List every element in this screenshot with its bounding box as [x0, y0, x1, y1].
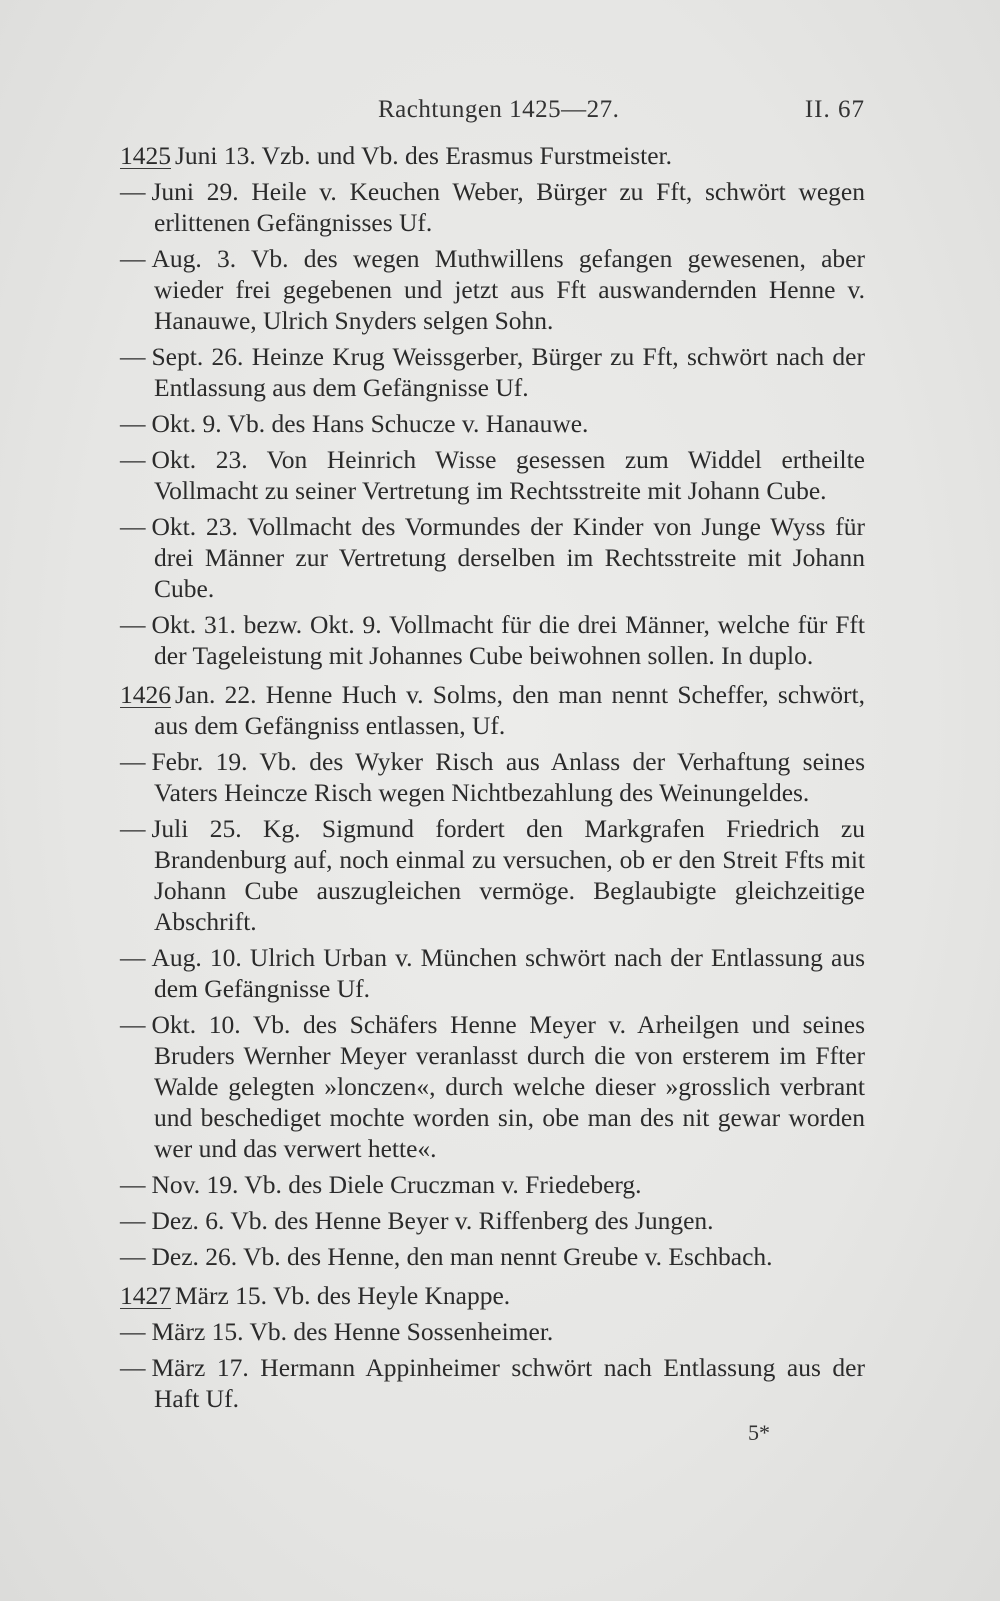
- entry-text: März 15. Vb. des Heyle Knappe.: [175, 1281, 511, 1310]
- entry-text: Okt. 9. Vb. des Hans Schucze v. Hanauwe.: [151, 409, 589, 438]
- entry-text: März 15. Vb. des Henne Sossenheimer.: [151, 1317, 554, 1346]
- entry-dash: —: [120, 1242, 146, 1271]
- entry-dash: —: [120, 244, 146, 273]
- entry-dash: —: [120, 409, 146, 438]
- entry-text: Okt. 10. Vb. des Schäfers Henne Meyer v. Arheilgen und seines Bruders Wernher Meyer veranlasst durch die von ersterem im Ffter Walde gelegten »lonczen«, durch welche dieser »grosslich verbrant und beschediget mochte worden sin, obe man des nit gewar worden wer und das verwert hette«.: [151, 1010, 865, 1163]
- entry-item: [120, 176, 865, 238]
- entry-item: [120, 1352, 865, 1414]
- entry-text: Aug. 3. Vb. des wegen Muthwillens gefangen gewesenen, aber wieder frei gegebenen und jetzt aus Fft auswandernden Henne v. Hanauwe, Ulrich Snyders selgen Sohn.: [151, 244, 865, 335]
- entry-text: Dez. 6. Vb. des Henne Beyer v. Riffenberg des Jungen.: [151, 1206, 714, 1235]
- entry-item: [120, 140, 865, 171]
- entry-item: [120, 1169, 865, 1200]
- entry-text: Juni 29. Heile v. Keuchen Weber, Bürger zu Fft, schwört wegen erlittenen Gefängnisses Uf.: [151, 177, 865, 237]
- entry-item: [120, 511, 865, 604]
- entry-dash: —: [120, 1206, 146, 1235]
- entry-text: Nov. 19. Vb. des Diele Cruczman v. Friedeberg.: [151, 1170, 642, 1199]
- entry-item: [120, 813, 865, 937]
- entry-item: [120, 1316, 865, 1347]
- entry-item: [120, 746, 865, 808]
- entries-list: [120, 140, 865, 1419]
- entry-item: [120, 408, 865, 439]
- entry-dash: —: [120, 512, 146, 541]
- entry-dash: —: [120, 943, 146, 972]
- running-head: [120, 96, 865, 130]
- entry-item: [120, 1241, 865, 1272]
- entry-year: 1427: [120, 1281, 171, 1310]
- entry-dash: —: [120, 610, 146, 639]
- entry-text: März 17. Hermann Appinheimer schwört nach Entlassung aus der Haft Uf.: [151, 1353, 865, 1413]
- entry-dash: —: [120, 1170, 146, 1199]
- entry-dash: —: [120, 1317, 146, 1346]
- entry-text: Sept. 26. Heinze Krug Weissgerber, Bürger zu Fft, schwört nach der Entlassung aus dem Gefängnisse Uf.: [151, 342, 865, 402]
- entry-text: Aug. 10. Ulrich Urban v. München schwört nach der Entlassung aus dem Gefängnisse Uf.: [151, 943, 865, 1003]
- entry-text: Okt. 31. bezw. Okt. 9. Vollmacht für die drei Männer, welche für Fft der Tageleistung mit Johannes Cube beiwohnen sollen. In duplo.: [151, 610, 865, 670]
- entry-text: Okt. 23. Von Heinrich Wisse gesessen zum Widdel ertheilte Vollmacht zu seiner Vertretung im Rechtsstreite mit Johann Cube.: [151, 445, 865, 505]
- entry-dash: —: [120, 814, 146, 843]
- entry-text: Jan. 22. Henne Huch v. Solms, den man nennt Scheffer, schwört, aus dem Gefängniss entlassen, Uf.: [154, 680, 865, 740]
- entry-text: Juli 25. Kg. Sigmund fordert den Markgrafen Friedrich zu Brandenburg auf, noch einmal zu versuchen, ob er den Streit Ffts mit Johann Cube auszugleichen vermöge. Beglaubigte gleichzeitige Abschrift.: [151, 814, 865, 936]
- entry-item: [120, 1280, 865, 1311]
- entry-text: Dez. 26. Vb. des Henne, den man nennt Greube v. Eschbach.: [151, 1242, 773, 1271]
- entry-item: [120, 444, 865, 506]
- entry-item: [120, 942, 865, 1004]
- entry-dash: —: [120, 1353, 146, 1382]
- entry-item: [120, 243, 865, 336]
- entry-text: Juni 13. Vzb. und Vb. des Erasmus Furstmeister.: [175, 141, 673, 170]
- entry-dash: —: [120, 445, 146, 474]
- entry-dash: —: [120, 1010, 146, 1039]
- entry-dash: —: [120, 747, 146, 776]
- running-head-title: Rachtungen 1425—27.: [378, 96, 620, 123]
- signature-mark: 5*: [748, 1420, 770, 1445]
- entry-year: 1425: [120, 141, 171, 170]
- entry-year: 1426: [120, 680, 171, 709]
- entry-item: [120, 609, 865, 671]
- entry-item: [120, 1009, 865, 1164]
- page-number: II. 67: [804, 96, 865, 123]
- entry-item: [120, 1205, 865, 1236]
- entry-dash: —: [120, 342, 146, 371]
- entry-item: [120, 679, 865, 741]
- entry-text: Okt. 23. Vollmacht des Vormundes der Kinder von Junge Wyss für drei Männer zur Vertretung derselben im Rechtsstreite mit Johann Cube.: [151, 512, 865, 603]
- entry-dash: —: [120, 177, 146, 206]
- entry-text: Febr. 19. Vb. des Wyker Risch aus Anlass der Verhaftung seines Vaters Heincze Risch wegen Nichtbezahlung des Weinungeldes.: [151, 747, 865, 807]
- entry-item: [120, 341, 865, 403]
